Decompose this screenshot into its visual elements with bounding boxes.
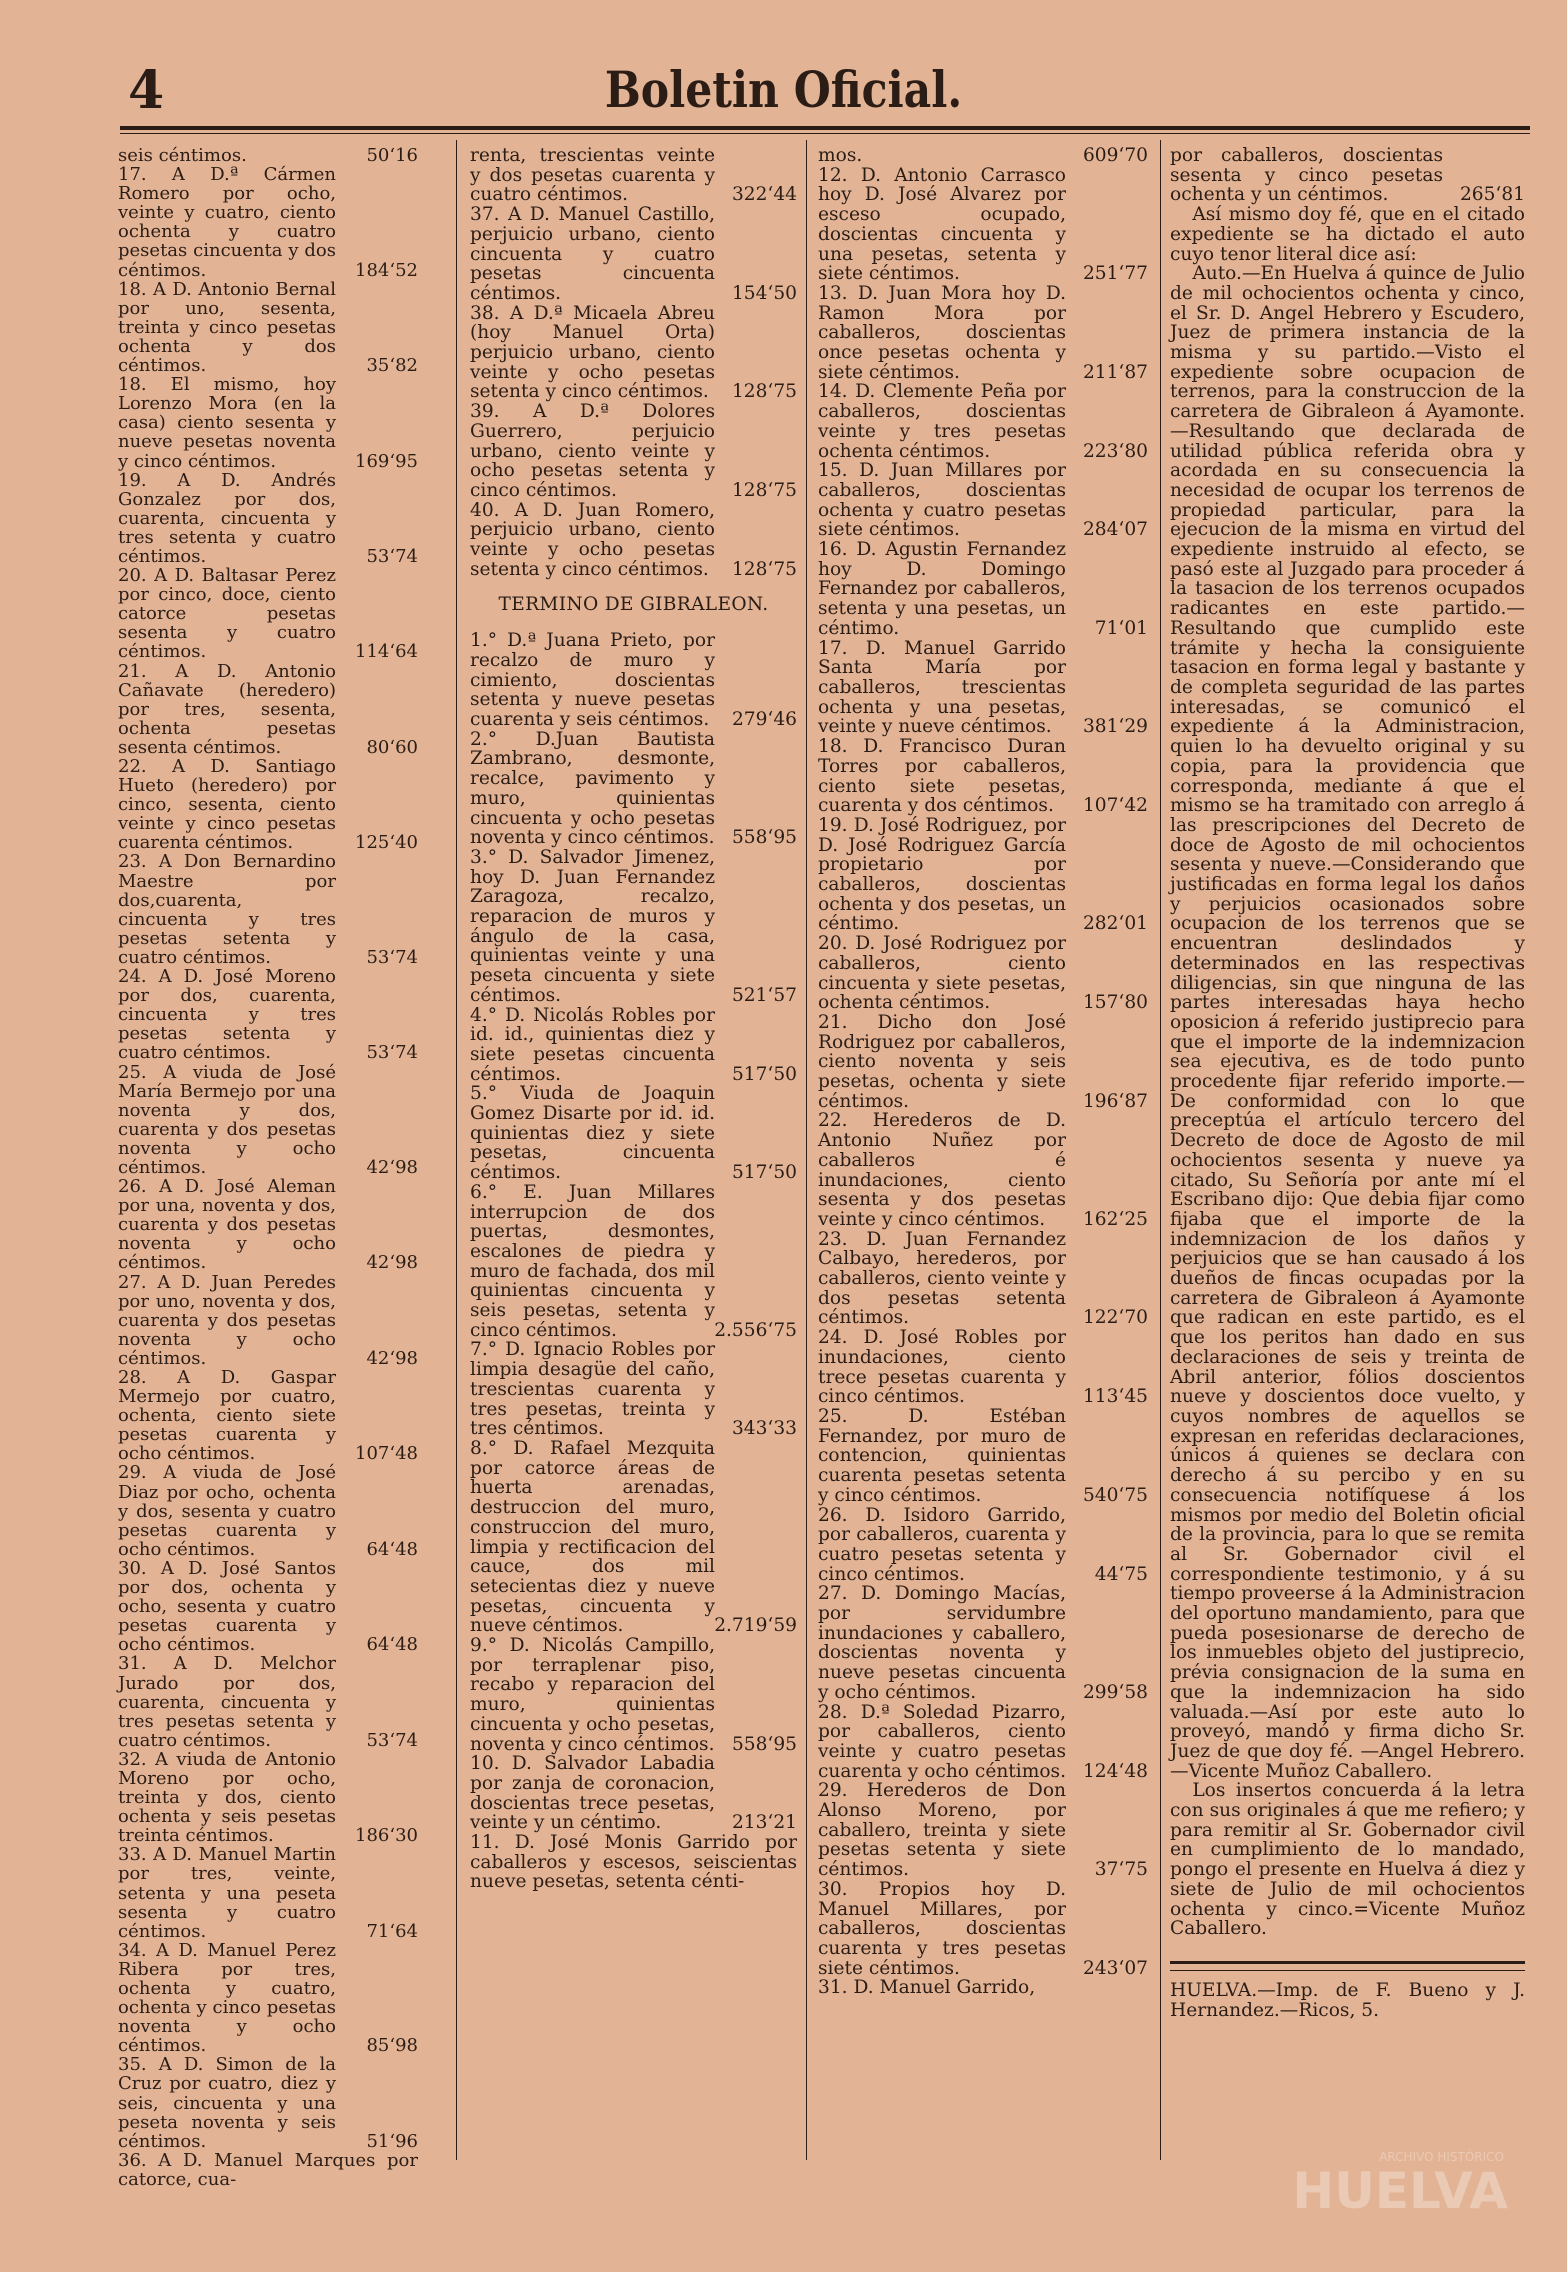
entry-amount: 343‘33 [731,1418,797,1440]
entry-amount: 184‘52 [355,259,418,281]
page-number: 4 [128,60,166,121]
entry-text: 31. A D. Melchor Jurado por dos, cuarenta, cincuenta y tres pesetas setenta y cuatro céntimos. [118,1653,336,1751]
entry-text: 28. A D. Gaspar Mermejo por cuatro, ochenta, ciento siete pesetas cuarenta y ocho céntimos. [118,1367,336,1465]
entry-amount: 196‘87 [1082,1090,1148,1112]
entry-amount: 299‘58 [1082,1681,1148,1703]
entry-text: 22. A D. Santiago Hueto (heredero) por cinco, sesenta, ciento veinte y cinco pesetas cuarenta céntimos. [118,756,336,854]
entry [118,1941,418,2056]
entry-amount: 124‘48 [1082,1760,1148,1782]
entry [818,1506,1148,1585]
column-1 [118,146,418,2189]
entry-amount: 53‘74 [366,1042,418,1064]
entry-amount: 213‘21 [731,1812,797,1834]
entry-text: 20. A D. Baltasar Perez por cinco, doce, ciento catorce pesetas sesenta y cuatro céntimos. [118,565,336,663]
entry-text: 26. A D. José Aleman por una, noventa y dos, cuarenta y dos pesetas noventa y ocho céntimos. [118,1176,336,1274]
entry-amount: 558‘95 [731,1733,797,1755]
entry-text: 21. Dicho don José Rodriguez por caballeros, ciento noventa y seis pesetas, ochenta y siete céntimos. [818,1011,1066,1112]
entry-amount: 122‘70 [1082,1307,1148,1329]
entry-amount: 128‘75 [731,381,797,403]
entry [118,1559,418,1654]
entry-amount: 186‘30 [355,1825,418,1847]
entry-amount: 53‘74 [366,1729,418,1751]
entry-amount: 223‘80 [1082,440,1148,462]
entry [818,1407,1148,1506]
entry [118,1177,418,1272]
entry [118,852,418,967]
entry-amount: 50‘16 [366,145,418,166]
entry-amount: 107‘48 [355,1443,418,1465]
entry-amount: 2.719‘59 [714,1615,797,1637]
entry-amount: 114‘64 [355,641,418,663]
entry-amount: 540‘75 [1082,1484,1148,1506]
entry-text: 27. D. Domingo Macías, por servidumbre inundaciones y caballero, doscientas noventa y nueve pesetas cincuenta y ocho céntimos. [818,1583,1066,1703]
entry [818,1880,1148,1979]
entry [818,737,1148,816]
entry [470,205,797,304]
entry-text: seis céntimos. [118,145,247,166]
footer-rule [1170,1961,1525,1964]
entry-amount: 381‘29 [1082,716,1148,738]
entry-text: mos. [818,145,863,166]
entry-text: 4.° D. Nicolás Robles por id. id., quinientas diez y siete pesetas cincuenta céntimos. [470,1004,715,1085]
column-divider [806,140,807,2160]
footer-rule-thin [1170,1970,1525,1971]
entry-text: 27. A D. Juan Peredes por uno, noventa y dos, cuarenta y dos pesetas noventa y ocho céntimos. [118,1271,336,1369]
entry-text: 8.° D. Rafael Mezquita por catorce áreas de huerta arenadas, destruccion del muro, construccion del muro, limpia y rectificacion del cauce, dos mil setecientas diez y nueve pesetas, cincuenta y nueve céntimos. [470,1438,715,1637]
entry-amount: 71‘01 [1094,617,1148,639]
entry-amount: 42‘98 [366,1252,418,1274]
entry-amount: 265‘81 [1459,184,1525,206]
entry-text: 9.° D. Nicolás Campillo, por terraplenar piso, recabo y reparacion del muro, quinientas cincuenta y ocho pesetas, noventa y cinco céntimos. [470,1635,715,1755]
entry-amount: 42‘98 [366,1347,418,1369]
entry-text: 18. D. Francisco Duran Torres por caballeros, ciento siete pesetas, cuarenta y dos céntimos. [818,736,1066,817]
entry-text: 34. A D. Manuel Perez Ribera por tres, ochenta y cuatro, ochenta y cinco pesetas noventa y ocho céntimos. [118,1939,336,2057]
entry-amount: 128‘75 [731,479,797,501]
entry [470,1340,797,1439]
entry-text: 35. A D. Simon de la Cruz por cuatro, diez y seis, cincuenta y una peseta noventa y seis céntimos. [118,2054,336,2152]
entry [118,757,418,852]
entry-text: 21. A D. Antonio Cañavate (heredero) por tres, sesenta, ochenta pesetas sesenta céntimos. [118,660,336,758]
entry-text: 24. A D. José Moreno por dos, cuarenta, cincuenta y tres pesetas setenta y cuatro céntimos. [118,966,336,1064]
entry-amount: 128‘75 [731,558,797,580]
entry [470,402,797,501]
entry [818,284,1148,383]
entry-text: 29. Herederos de Don Alonso Moreno, por caballero, treinta y siete pesetas setenta y siete céntimos. [818,1780,1066,1881]
entry [470,501,797,580]
entry-text: 36. A D. Manuel Marques por catorce, cua- [118,2149,418,2190]
entry [818,461,1148,540]
entry-text: 14. D. Clemente Peña por caballeros, doscientas veinte y tres pesetas ochenta céntimos. [818,381,1066,462]
archive-watermark-logo [1292,2120,1540,2230]
entry [470,146,797,205]
entry-text: 30. A D. José Santos por dos, ochenta y ocho, sesenta y cuatro pesetas cuarenta y ocho céntimos. [118,1557,336,1656]
column-2-entries [470,146,797,579]
entry [118,1368,418,1463]
entry [818,639,1148,738]
entry-amount: 609‘70 [1082,145,1148,166]
entry [118,280,418,375]
printer-imprint: HUELVA.—Imp. de F. Bueno y J. Hernandez.—Ricos, 5. [1170,1979,1525,2021]
entry-text: 10. D. Salvador Labadia por zanja de coronacion, doscientas trece pesetas, veinte y un céntimo. [470,1753,715,1834]
entry [818,1111,1148,1229]
entry-text: 12. D. Antonio Carrasco hoy D. José Alvarez por esceso ocupado, doscientas cincuenta y una pesetas, setenta y siete céntimos. [818,164,1066,285]
entry [470,1754,797,1833]
column-divider [1160,140,1161,2160]
entry [818,166,1148,284]
entry-amount: 284‘07 [1082,519,1148,541]
entry-text: 20. D. José Rodriguez por caballeros, ciento cincuenta y siete pesetas, ochenta céntimos. [818,933,1066,1014]
entry-text: 7.° D. Ignacio Robles por limpia desagüe del caño, trescientas cuarenta y tres pesetas, treinta y tres céntimos. [470,1339,715,1440]
column-4 [1170,146,1525,2020]
entry-amount: 169‘95 [355,450,418,472]
paragraph: Así mismo doy fé, que en el citado expediente se ha dictado el auto cuyo tenor literal dice así: [1170,204,1525,265]
entry-amount: 64‘48 [366,1538,418,1560]
entry [818,540,1148,639]
entry-text: 25. A viuda de José María Bermejo por una noventa y dos, cuarenta y dos pesetas noventa y ocho céntimos. [118,1061,336,1178]
entry [818,382,1148,461]
entry [818,1584,1148,1702]
entry-amount: 113‘45 [1082,1386,1148,1408]
entry-amount: 53‘74 [366,545,418,567]
entry-text: 15. D. Juan Millares por caballeros, doscientas ochenta y cuatro pesetas siete céntimos. [818,460,1066,541]
column-divider [456,140,457,2160]
entry [470,631,797,730]
entry [470,1439,797,1636]
entry-amount: 42‘98 [366,1156,418,1178]
entry-amount: 64‘48 [366,1634,418,1656]
entry [470,304,797,403]
entry-text: 32. A viuda de Antonio Moreno por ocho, treinta y dos, ciento ochenta y seis pesetas treinta céntimos. [118,1748,336,1847]
entry [818,816,1148,934]
entry [118,2151,418,2189]
entry [118,471,418,566]
entry [470,730,797,848]
entry-text: 17. A D.ª Cármen Romero por ocho, veinte y cuatro, ciento ochenta y cuatro pesetas cincuenta y dos céntimos. [118,164,336,281]
entry-amount: 517‘50 [731,1162,797,1184]
column-2-gibraleon-entries [470,631,797,1892]
entry [818,1703,1148,1782]
entry-amount: 51‘96 [366,2130,418,2152]
header-rule [120,126,1530,130]
entry-text: 38. A D.ª Micaela Abreu (hoy Manuel Orta) perjuicio urbano, ciento veinte y ocho pesetas setenta y cinco céntimos. [470,302,715,403]
entry-text: 19. D. José Rodriguez, por D. José Rodriguez García propietario por caballeros, doscientas ochenta y dos pesetas, un céntimo. [818,814,1066,935]
entry [470,1636,797,1754]
entry [818,1978,1148,1998]
entry-text: 25. D. Estéban Fernandez, por muro de contencion, quinientas cuarenta pesetas setenta y cinco céntimos. [818,1406,1066,1506]
entry [118,967,418,1062]
entry [118,566,418,661]
entry-amount: 2.556‘75 [714,1319,797,1341]
entry [818,1013,1148,1112]
entry-amount: 107‘42 [1082,795,1148,817]
entry-text: 31. D. Manuel Garrido, [818,1977,1036,1999]
entry [118,1063,418,1178]
entry-amount: 279‘46 [731,708,797,730]
entry [118,1463,418,1558]
entry-text: 17. D. Manuel Garrido Santa María por caballeros, trescientas ochenta y una pesetas, veinte y nueve céntimos. [818,637,1066,738]
entry-amount: 44‘75 [1094,1563,1148,1585]
entry-amount: 157‘80 [1082,992,1148,1014]
entry [470,1006,797,1085]
entry-amount: 85‘98 [366,2035,418,2057]
entry-text: 1.° D.ª Juana Prieto, por recalzo de muro y cimiento, doscientas setenta y nueve pesetas cuarenta y seis céntimos. [470,630,715,730]
entry-text: 18. A D. Antonio Bernal por uno, sesenta, treinta y cinco pesetas ochenta y dos céntimos. [118,278,336,377]
column-3 [818,146,1148,1998]
entry-text: 18. El mismo, hoy Lorenzo Mora (en la casa) ciento sesenta y nueve pesetas noventa y cinco céntimos. [118,374,336,472]
entry-text: 5.° Viuda de Joaquin Gomez Disarte por id. id. quinientas diez y siete pesetas, cincuenta céntimos. [470,1083,715,1184]
entry-text: 39. A D.ª Dolores Guerrero, perjuicio urbano, ciento veinte y ocho pesetas setenta y cinco céntimos. [470,401,715,501]
entry-text: 3.° D. Salvador Jimenez, hoy D. Juan Fernandez Zaragoza, recalzo, reparacion de muros y ángulo de la casa, quinientas veinte y una peseta cincuenta y siete céntimos. [470,846,715,1006]
entry [818,934,1148,1013]
entry [118,662,418,757]
entry [118,1845,418,1940]
entry-text: por caballeros, doscientas sesenta y cinco pesetas ochenta y un céntimos. [1170,145,1443,206]
entry [118,165,418,280]
entry-amount: 53‘74 [366,946,418,968]
entry-amount: 37‘75 [1094,1859,1148,1881]
entry [118,375,418,470]
entry [118,1750,418,1845]
entry-text: 22. Herederos de D. Antonio Nuñez por caballeros é inundaciones, ciento sesenta y dos pesetas veinte y cinco céntimos. [818,1110,1066,1230]
entry [118,2055,418,2150]
entry-text: 29. A viuda de José Diaz por ocho, ochenta y dos, sesenta y cuatro pesetas cuarenta y ocho céntimos. [118,1462,336,1560]
entry-text: 11. D. José Monis Garrido por caballeros y escesos, seiscientas nueve pesetas, setenta cénti- [470,1832,797,1893]
entry-amount: 558‘95 [731,827,797,849]
header-rule-thin [120,133,1530,134]
entry-amount: 282‘01 [1082,913,1148,935]
entry-text: 30. Propios hoy D. Manuel Millares, por caballeros, doscientas cuarenta y tres pesetas siete céntimos. [818,1878,1066,1979]
entry-amount: 154‘50 [731,282,797,304]
entry-amount: 251‘77 [1082,263,1148,285]
entry [818,146,1148,166]
entry [470,1084,797,1183]
section-title: TERMINO DE GIBRALEON. [498,594,769,616]
entry-text: 28. D.ª Soledad Pizarro, por caballeros, ciento veinte y cuatro pesetas cuarenta y ocho céntimos. [818,1701,1067,1782]
paragraph: Auto.—En Huelva á quince de Julio de mil ochocientos ochenta y cinco, el Sr. D. Angel Hebrero y Escudero, Juez de primera instancia de la misma y su partido.—Visto el expediente sobre ocupacion de terrenos, para la construccion de la carretera de Gibraleon á Ayamonte.—Resultando que declarada de utilidad pública referida obra y acordada en su consecuencia la necesidad de ocupar los terrenos de propiedad particular, para la ejecucion de la misma en virtud del expediente instruido al efecto, se pasó este al Juzgado para proceder á la tasacion de los terrenos ocupados radicantes en este partido.—Resultando que cumplido este trámite y hecha la consiguiente tasacion en forma legal y bastante y de completa seguridad de las partes interesadas, se comunicó el expediente á la Administracion, quien lo ha devuelto original y su copia, para la providencia que corresponda, mediante á que el mismo se ha tramitado con arreglo á las prescripciones del Decreto de doce de Agosto de mil ochocientos sesenta y nueve.—Considerando que justificadas en forma legal los daños y perjuicios ocasionados sobre ocupacion de los terrenos que se encuentran deslindados y determinados en las respectivas diligencias, sin que ninguna de las partes interesadas haya hecho oposicion á referido justiprecio para que el importe de la indemnizacion sea ejecutiva, es de todo punto procedente fijar referido importe.—De conformidad con lo que preceptúa el artículo tercero del Decreto de doce de Agosto de mil ochocientos sesenta y nueve ya citado, Su Señoría por ante mí el Escribano dijo: Que debia fijar como fijaba que el importe de la indemnizacion de los daños y perjuicios que se han causado á los dueños de fincas ocupadas por la carretera de Gibraleon á Ayamonte que radican en este partido, es el que los peritos han dado en sus declaraciones de seis y treinta de Abril anterior, fólios doscientos nueve y doscientos doce vuelto, y cuyos nombres de aquellos se expresan en referidas declaraciones, únicos á quienes se declara con derecho á su percibo y en su consecuencia notifíquese á los mismos por medio del Boletin oficial de la provincia, para lo que se remita al Sr. Gobernador civil el correspondiente testimonio, y á su tiempo proveerse á la Administracion del oportuno mandamiento, para que pueda posesionarse de derecho de los inmuebles objeto del justiprecio, prévia consignacion de la suma en que la indemnizacion ha sido valuada.—Así por este auto lo proveyó, mandó y firma dicho Sr. Juez de que doy fé. —Angel Hebrero.—Vicente Muñoz Caballero. [1170,263,1525,1782]
entry [118,146,418,165]
entry-amount: 521‘57 [731,984,797,1006]
entry [818,1230,1148,1329]
entry-amount: 517‘50 [731,1063,797,1085]
entry-text: 2.° D.Juan Bautista Zambrano, desmonte, recalce, pavimento y muro, quinientas cincuenta y ocho pesetas noventa y cinco céntimos. [470,728,715,849]
entry-text: 16. D. Agustin Fernandez hoy D. Domingo Fernandez por caballeros, setenta y una pesetas, un céntimo. [818,539,1066,639]
entry-amount: 162‘25 [1082,1208,1148,1230]
entry-amount: 322‘44 [731,184,797,206]
entry-text: 37. A D. Manuel Castillo, perjuicio urbano, ciento cincuenta y cuatro pesetas cincuenta céntimos. [470,204,715,304]
entry-amount: 243‘07 [1082,1957,1148,1979]
entry-text: 24. D. José Robles por inundaciones, ciento trece pesetas cuarenta y cinco céntimos. [818,1327,1066,1408]
entry-text: 26. D. Isidoro Garrido, por caballeros, cuarenta y cuatro pesetas setenta y cinco céntimos. [818,1504,1066,1585]
entry-text: 23. A Don Bernardino Maestre por dos,cuarenta, cincuenta y tres pesetas setenta y cuatro céntimos. [118,851,336,968]
watermark-text: HUELVA [1292,2162,1508,2220]
entry [470,1833,797,1892]
entry-text: 13. D. Juan Mora hoy D. Ramon Mora por caballeros, doscientas once pesetas ochenta y siete céntimos. [818,282,1066,383]
entry [818,1781,1148,1880]
entry [1170,146,1525,205]
entry-amount: 125‘40 [355,832,418,854]
entry [470,1183,797,1341]
watermark-subtitle: ARCHIVO HISTÓRICO [1379,2150,1504,2164]
entry-text: 19. A D. Andrés Gonzalez por dos, cuarenta, cincuenta y tres setenta y cuatro céntimos. [118,469,336,567]
masthead-title: Boletin Oficial. [604,60,963,119]
entry-text: 6.° E. Juan Millares interrupcion de dos puertas, desmontes, escalones de piedra y muro de fachada, dos mil quinientas cincuenta y seis pesetas, setenta y cinco céntimos. [470,1181,715,1341]
entry-text: renta, trescientas veinte y dos pesetas cuarenta y cuatro céntimos. [470,145,715,206]
entry [118,1273,418,1368]
entry-amount: 71‘64 [366,1920,418,1942]
paragraph: Los insertos concuerda á la letra con sus originales á que me refiero; y para remitir al Sr. Gobernador civil en cumplimiento de lo mandado, pongo el presente en Huelva á diez y siete de Julio de mil ochocientos ochenta y cinco.=Vicente Muñoz Caballero. [1170,1780,1525,1940]
entry-text: 23. D. Juan Fernandez Calbayo, herederos, por caballeros, ciento veinte y dos pesetas setenta céntimos. [818,1228,1066,1329]
entry [470,848,797,1006]
entry-amount: 80‘60 [366,736,418,758]
entry-amount: 35‘82 [366,355,418,377]
entry-text: 40. A D. Juan Romero, perjuicio urbano, ciento veinte y ocho pesetas setenta y cinco céntimos. [470,499,715,580]
entry-amount: 211‘87 [1082,361,1148,383]
column-2 [470,146,797,1892]
entry [818,1328,1148,1407]
entry [118,1654,418,1749]
entry-text: 33. A D. Manuel Martin por tres, veinte, setenta y una peseta sesenta y cuatro céntimos. [118,1844,336,1942]
